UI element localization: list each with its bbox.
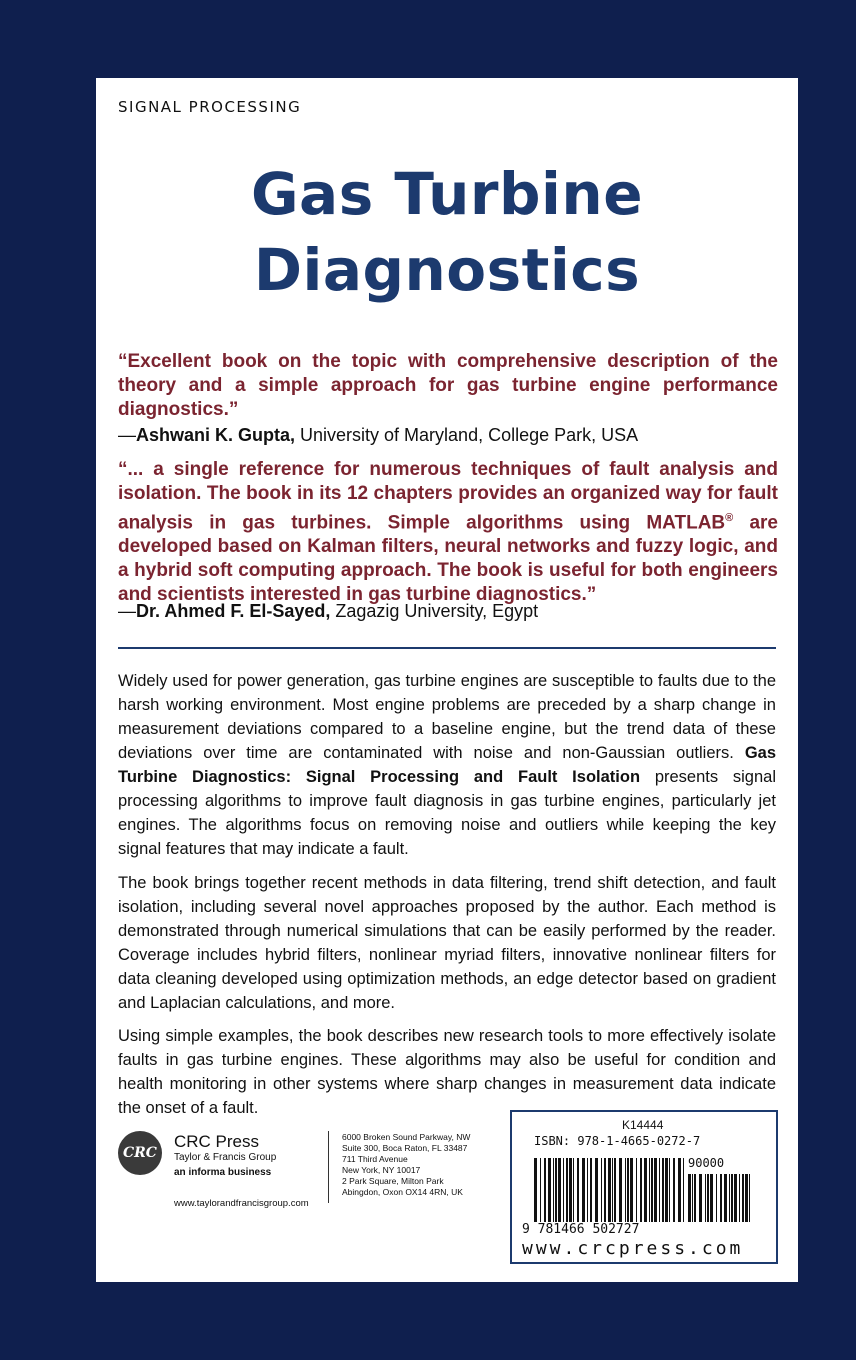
barcode-stripe: [678, 1158, 681, 1222]
barcode-stripe: [563, 1158, 564, 1222]
barcode-stripe: [625, 1158, 626, 1222]
barcode-stripe: [731, 1174, 733, 1222]
barcode-stripe: [720, 1174, 722, 1222]
barcode-stripe: [729, 1174, 730, 1222]
barcode-stripe: [705, 1174, 706, 1222]
description-paragraph-3: Using simple examples, the book describes new research tools to more effectively isolate faults in gas turbine engines. These algorithms may also be useful for condition and health monitoring in other systems where sharp changes in measurement data indicate the onset of a fault.: [118, 1027, 776, 1117]
barcode-stripe: [573, 1158, 574, 1222]
endorsement-quote-1: “Excellent book on the topic with comprehensive description of the theory and a simple approach for gas turbine engine performance diagnostics.”: [118, 351, 778, 420]
ean-digits: 9 781466 502727: [522, 1222, 640, 1237]
address-line: 711 Third Avenue: [342, 1154, 408, 1164]
endorsement-attribution-1: —Ashwani K. Gupta, University of Maryland, College Park, USA: [118, 425, 639, 445]
barcode-stripe: [601, 1158, 602, 1222]
description-paragraph-1: Widely used for power generation, gas turbine engines are susceptible to faults due to the harsh working environment. Most engine problems are preceded by a sharp change in measurement deviations compared to a baseline engine, but the trend data of these deviations over time are contaminated with noise and non-Gaussian outliers. Gas Turbine Diagnostics: Signal Processing and Fault Isolation presents signal processing algorithms to improve fault diagnosis in gas turbine engines, particularly jet engines. The algorithms focus on removing noise and outliers while keeping the key signal features that may indicate a fault.: [118, 672, 776, 858]
address-line: Abingdon, Oxon OX14 4RN, UK: [342, 1187, 463, 1197]
barcode-stripe: [540, 1158, 541, 1222]
endorsement-attribution-2: —Dr. Ahmed F. El-Sayed, Zagazig University, Egypt: [118, 601, 539, 621]
barcode-stripe: [612, 1158, 613, 1222]
barcode-stripe: [630, 1158, 633, 1222]
barcode-stripe: [569, 1158, 572, 1222]
barcode-stripe: [548, 1158, 551, 1222]
barcode-stripe: [739, 1174, 740, 1222]
barcode-stripe: [595, 1158, 598, 1222]
barcode-stripe: [734, 1174, 737, 1222]
title-line-1: Gas Turbine: [250, 160, 644, 228]
title-line-2: Diagnostics: [253, 236, 641, 304]
barcode-stripe: [692, 1174, 693, 1222]
crcpress-url: www.crcpress.com: [522, 1238, 744, 1259]
barcode-stripe: [590, 1158, 592, 1222]
barcode-stripe: [710, 1174, 713, 1222]
publisher-addresses: [342, 1132, 470, 1198]
address-line: New York, NY 10017: [342, 1165, 421, 1175]
barcode-stripe: [587, 1158, 588, 1222]
address-line: 2 Park Square, Milton Park: [342, 1176, 444, 1186]
barcode-stripe: [742, 1174, 744, 1222]
publisher-website: www.taylorandfrancisgroup.com: [174, 1198, 309, 1209]
barcode-stripe: [724, 1174, 727, 1222]
barcode-stripe: [649, 1158, 650, 1222]
book-full-title: Gas Turbine Diagnostics: Signal Processing and Fault Isolation: [118, 744, 776, 786]
publisher-parent: an informa business: [174, 1167, 272, 1178]
ean-barcode: [534, 1158, 684, 1222]
addon-barcode: [688, 1174, 750, 1222]
barcode-stripe: [665, 1158, 668, 1222]
barcode-stripe: [604, 1158, 606, 1222]
isbn-text: ISBN: 978-1-4665-0272-7: [534, 1134, 701, 1148]
barcode-stripe: [640, 1158, 642, 1222]
barcode-stripe: [745, 1174, 748, 1222]
address-line: 6000 Broken Sound Parkway, NW: [342, 1132, 471, 1142]
catalog-number: K14444: [622, 1118, 664, 1132]
barcode-stripe: [619, 1158, 622, 1222]
price-code: 90000: [688, 1156, 725, 1170]
barcode-stripe: [662, 1158, 664, 1222]
barcode-stripe: [614, 1158, 616, 1222]
description-paragraph-2: The book brings together recent methods in data filtering, trend shift detection, and fault isolation, including several novel approaches proposed by the author. Each method is demonstrated through numerical simulations that can be easily performed by the reader. Coverage includes hybrid filters, nonlinear myriad filters, innovative nonlinear filters for data cleaning developed using optimization methods, an edge detector based on gradient and Laplacian calculations, and more.: [118, 874, 776, 1012]
barcode-stripe: [651, 1158, 653, 1222]
barcode-stripe: [582, 1158, 585, 1222]
barcode-stripe: [654, 1158, 657, 1222]
section-divider: [118, 647, 776, 649]
book-title: [96, 156, 798, 308]
barcode-stripe: [566, 1158, 568, 1222]
barcode-stripe: [544, 1158, 546, 1222]
publisher-name: CRC Press: [174, 1132, 260, 1151]
barcode-stripe: [659, 1158, 660, 1222]
barcode-stripe: [644, 1158, 647, 1222]
barcode-stripe: [688, 1174, 691, 1222]
endorser-name-2: Dr. Ahmed F. El-Sayed,: [136, 601, 331, 621]
barcode-stripe: [699, 1174, 702, 1222]
barcode-stripe: [707, 1174, 709, 1222]
endorsement-quote-2: “... a single reference for numerous techniques of fault analysis and isolation. The book in its 12 chapters provides an organized way for fault analysis in gas turbines. Simple algorithms using MATLAB® are developed based on Kalman filters, neural networks and fuzzy logic, and a hybrid soft computing approach. The book is useful for both engineers and scientists interested in gas turbine diagnostics.”: [118, 459, 778, 606]
barcode-stripe: [534, 1158, 537, 1222]
barcode-stripe: [694, 1174, 696, 1222]
crc-logo-icon: CRC: [118, 1131, 162, 1175]
barcode-stripe: [558, 1158, 561, 1222]
barcode-stripe: [683, 1158, 684, 1222]
barcode-stripe: [673, 1158, 675, 1222]
barcode-stripe: [608, 1158, 611, 1222]
barcode-stripe: [553, 1158, 554, 1222]
endorser-name-1: Ashwani K. Gupta,: [136, 425, 296, 445]
address-line: Suite 300, Boca Raton, FL 33487: [342, 1143, 468, 1153]
barcode-box: [510, 1110, 778, 1264]
publisher-group: Taylor & Francis Group: [174, 1152, 277, 1163]
barcode-stripe: [749, 1174, 750, 1222]
endorser-affiliation-2: Zagazig University, Egypt: [330, 601, 539, 621]
barcode-stripe: [577, 1158, 579, 1222]
barcode-stripe: [636, 1158, 637, 1222]
barcode-stripe: [555, 1158, 557, 1222]
barcode-stripe: [669, 1158, 670, 1222]
endorser-affiliation-1: University of Maryland, College Park, USA: [295, 425, 639, 445]
back-cover-panel: [96, 78, 798, 1282]
series-label: SIGNAL PROCESSING: [118, 98, 302, 116]
address-divider: [328, 1131, 329, 1203]
barcode-stripe: [627, 1158, 629, 1222]
barcode-stripe: [716, 1174, 717, 1222]
